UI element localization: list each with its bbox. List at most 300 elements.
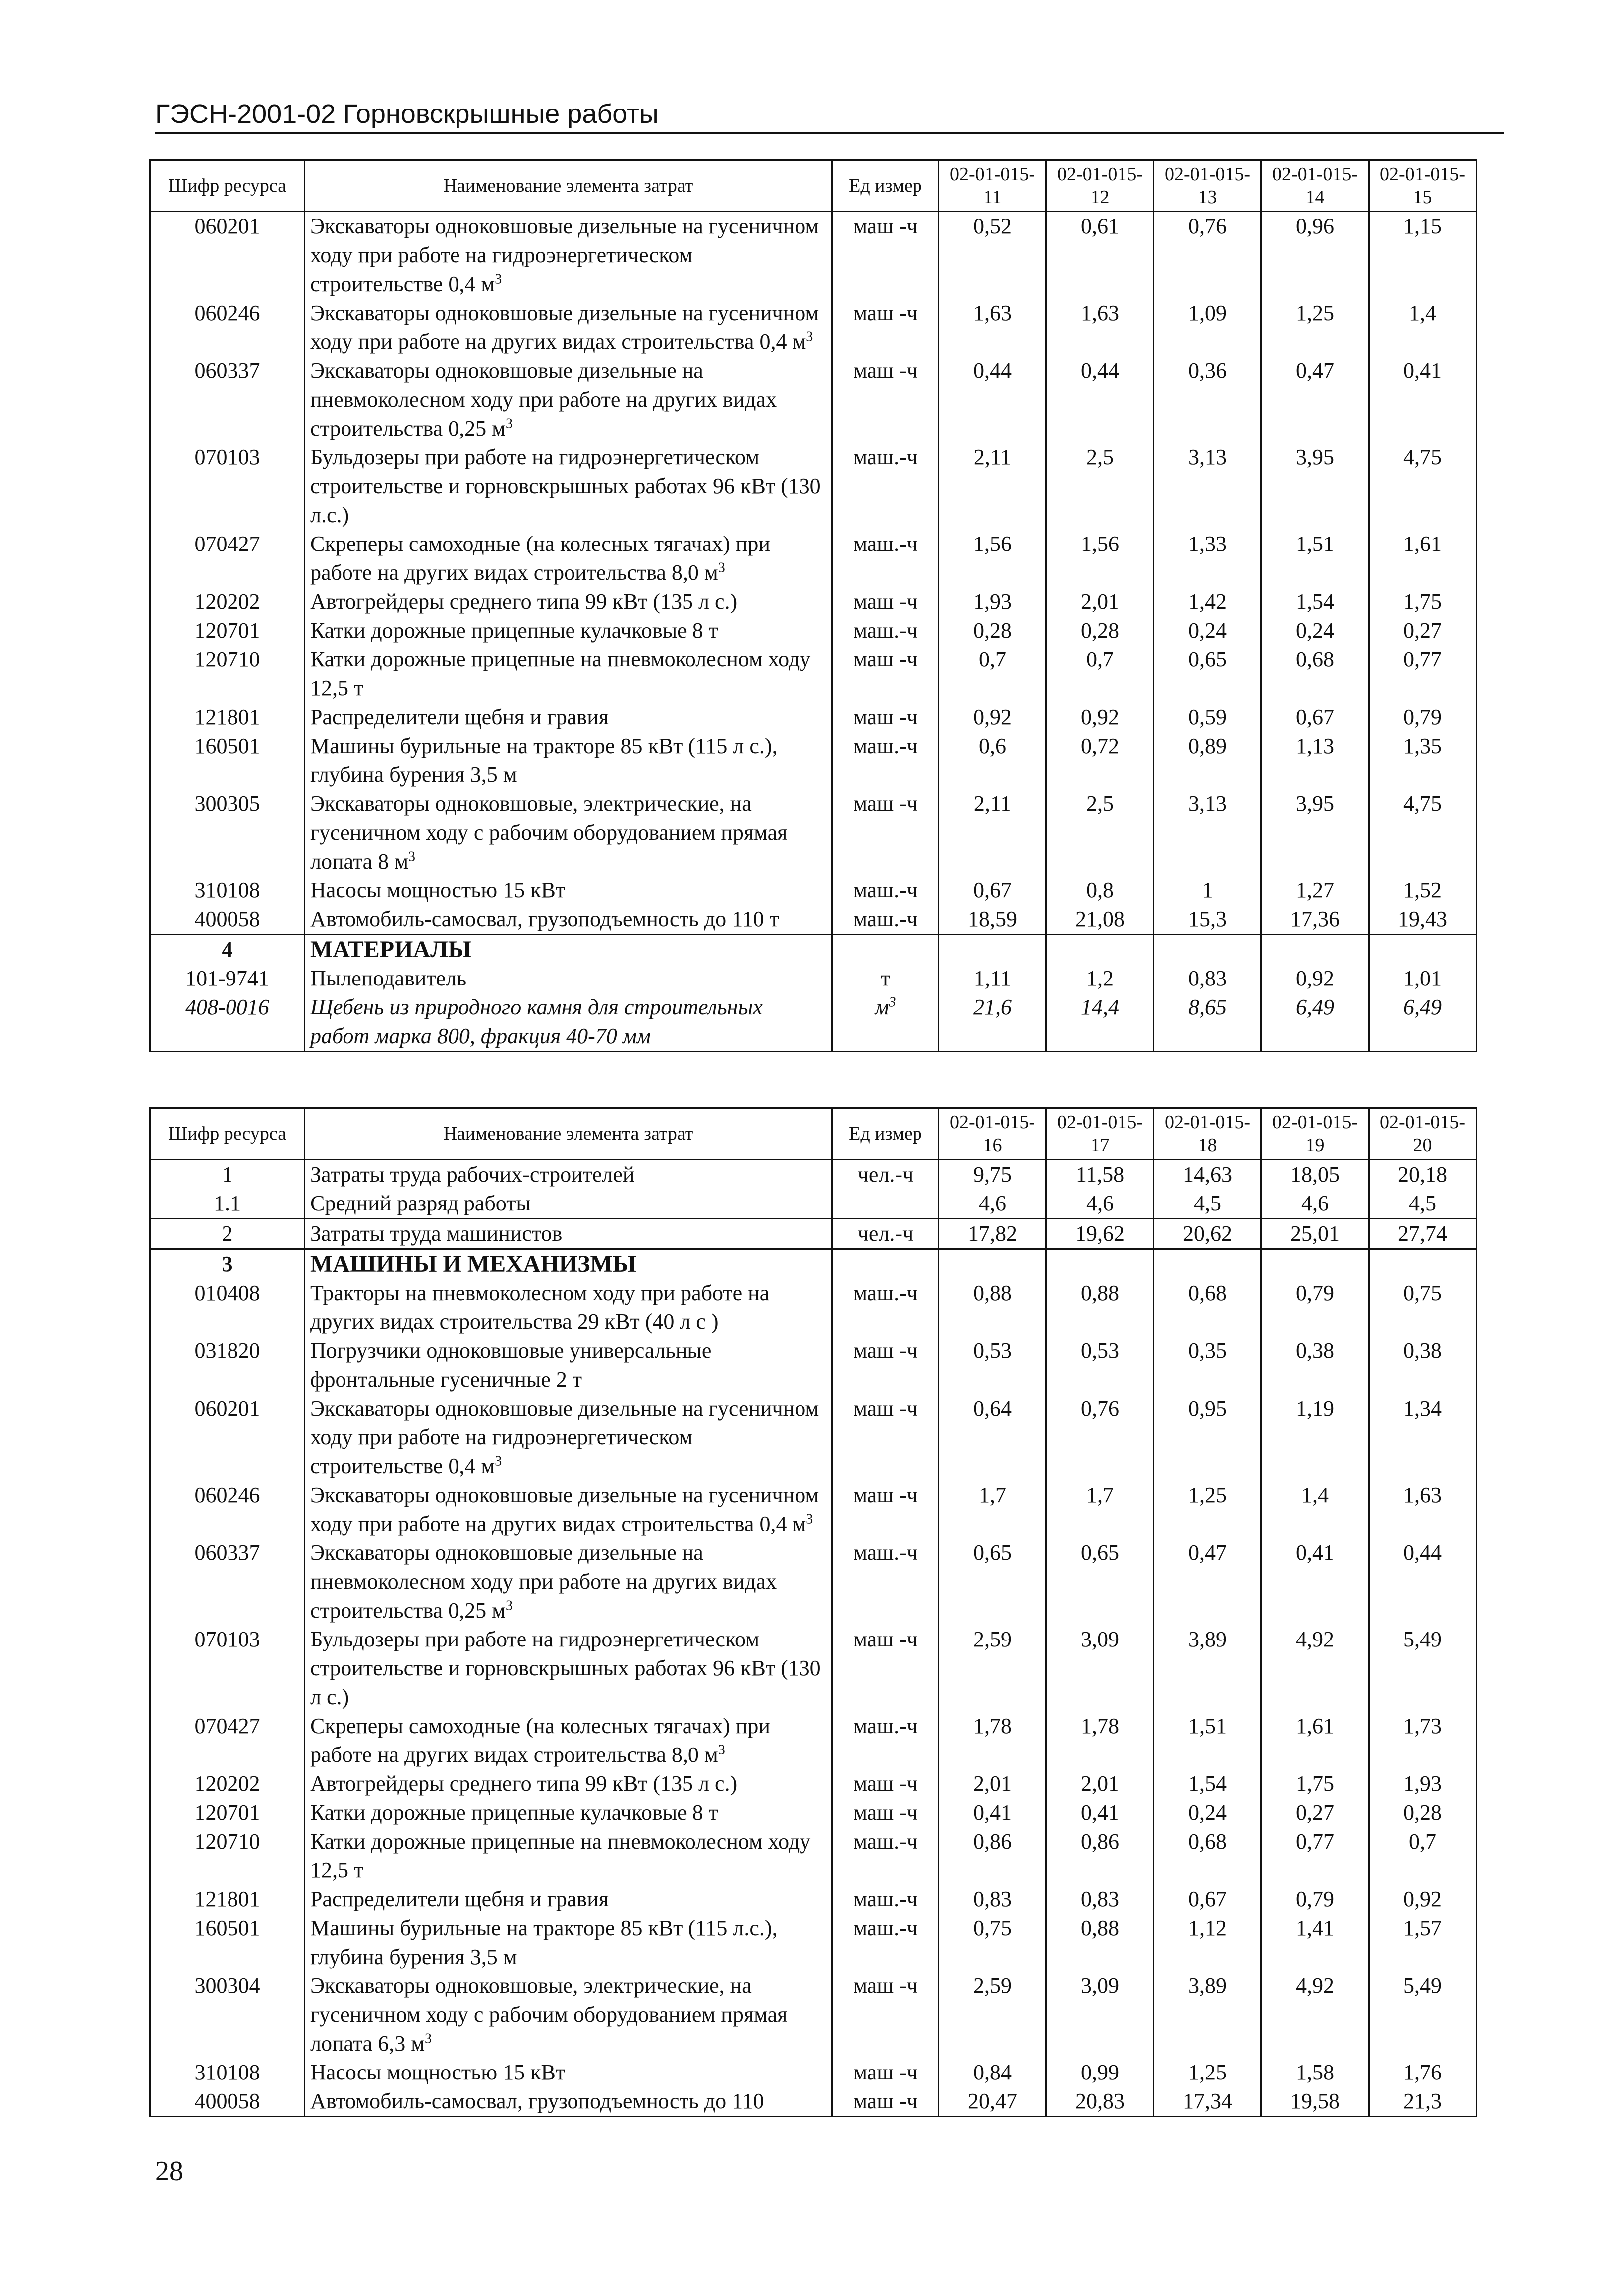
norm-value: 0,79 (1261, 1885, 1369, 1914)
resource-code: 160501 (150, 732, 305, 789)
column-header-norm: 02-01-015-17 (1046, 1108, 1154, 1160)
norm-value: 0,88 (1046, 1279, 1154, 1336)
norm-value: 2,11 (939, 789, 1046, 876)
unit-of-measure (832, 2087, 939, 2117)
cost-element-name (305, 789, 832, 876)
cost-element-text: Экскаваторы одноковшовые дизельные на пневмоколесном ходу при работе на других видах строительства 0,25 м (310, 358, 777, 440)
norm-value: 15,3 (1154, 905, 1261, 935)
column-header-unit: Ед измер (832, 160, 939, 212)
norm-value: 1,93 (939, 587, 1046, 616)
table-row (150, 905, 1477, 935)
norm-value: 0,8 (1046, 876, 1154, 905)
unit-text: маш.-ч (853, 1829, 917, 1854)
norm-value: 4,75 (1369, 443, 1477, 530)
norm-value: 0,27 (1369, 616, 1477, 645)
norm-value: 0,68 (1154, 1279, 1261, 1336)
table-row (150, 1769, 1477, 1798)
resource-code: 060201 (150, 1394, 305, 1481)
resource-code: 160501 (150, 1914, 305, 1971)
norm-value: 0,38 (1369, 1336, 1477, 1394)
norm-value: 0,86 (1046, 1827, 1154, 1885)
unit-of-measure (832, 1625, 939, 1712)
unit-superscript: 3 (505, 1598, 513, 1614)
norm-value: 0,7 (939, 645, 1046, 703)
norm-value: 2,11 (939, 443, 1046, 530)
section-row (150, 1249, 1477, 1279)
table-row (150, 1827, 1477, 1885)
resource-code: 2 (150, 1219, 305, 1249)
unit-of-measure (832, 299, 939, 356)
resource-code: 060337 (150, 1538, 305, 1625)
norm-value: 0,27 (1261, 1798, 1369, 1827)
unit-of-measure (832, 645, 939, 703)
unit-text: маш.-ч (853, 1887, 917, 1911)
norm-value: 21,3 (1369, 2087, 1477, 2117)
unit-superscript: 3 (806, 1511, 813, 1527)
norm-value: 0,65 (1046, 1538, 1154, 1625)
norm-value: 0,88 (1046, 1914, 1154, 1971)
cost-element-text: Машины бурильные на тракторе 85 кВт (115 л с.), глубина бурения 3,5 м (310, 734, 778, 787)
column-header-norm: 02-01-015-18 (1154, 1108, 1261, 1160)
norm-value (1261, 935, 1369, 965)
norm-value: 0,67 (1261, 703, 1369, 732)
cost-element-text: Автогрейдеры среднего типа 99 кВт (135 л с.) (310, 1771, 738, 1796)
norm-value: 0,64 (939, 1394, 1046, 1481)
table-row (150, 616, 1477, 645)
norm-value: 0,28 (1046, 616, 1154, 645)
norm-value: 3,09 (1046, 1971, 1154, 2058)
resource-table-2 (149, 1107, 1477, 2117)
table-row (150, 1219, 1477, 1249)
cost-element-name (305, 1538, 832, 1625)
unit-superscript: 3 (718, 560, 725, 576)
unit-superscript: 3 (425, 2031, 432, 2047)
norm-value: 0,28 (1369, 1798, 1477, 1827)
norm-value: 0,53 (939, 1336, 1046, 1394)
norm-value: 1,2 (1046, 964, 1154, 993)
norm-value: 0,75 (1369, 1279, 1477, 1336)
unit-text: маш -ч (853, 589, 917, 614)
unit-text: чел.-ч (857, 1162, 914, 1187)
norm-value: 1,4 (1261, 1481, 1369, 1538)
cost-element-text: Катки дорожные прицепные на пневмоколесном ходу 12,5 т (310, 1829, 811, 1882)
cost-element-text: Экскаваторы одноковшовые дизельные на пневмоколесном ходу при работе на других видах строительства 0,25 м (310, 1540, 777, 1623)
unit-superscript: 3 (889, 994, 896, 1010)
norm-value: 1,63 (939, 299, 1046, 356)
norm-value: 1,78 (1046, 1712, 1154, 1769)
unit-of-measure (832, 905, 939, 935)
cost-element-text: Щебень из природного камня для строительных работ марка 800, фракция 40-70 мм (310, 995, 763, 1048)
table-body (150, 1160, 1477, 2117)
norm-value: 0,72 (1046, 732, 1154, 789)
norm-value: 1,54 (1154, 1769, 1261, 1798)
cost-element-text: Экскаваторы одноковшовые, электрические, на гусеничном ходу с рабочим оборудованием прямая лопата 6,3 м (310, 1973, 788, 2056)
norm-value (1261, 1249, 1369, 1279)
cost-element-name (305, 935, 832, 965)
norm-value: 2,01 (939, 1769, 1046, 1798)
cost-element-text: Скреперы самоходные (на колесных тягачах) при работе на других видах строительства 8,0 м (310, 1714, 770, 1767)
resource-code: 120701 (150, 1798, 305, 1827)
cost-element-name (305, 876, 832, 905)
norm-value: 0,86 (939, 1827, 1046, 1885)
cost-element-name (305, 530, 832, 587)
cost-element-text: Катки дорожные прицепные на пневмоколесном ходу 12,5 т (310, 647, 811, 700)
norm-value: 2,59 (939, 1971, 1046, 2058)
unit-of-measure (832, 964, 939, 993)
unit-text: маш -ч (853, 1338, 917, 1363)
cost-element-text: Экскаваторы одноковшовые дизельные на гусеничном ходу при работе на других видах строительства 0,4 м (310, 1483, 819, 1536)
unit-superscript: 3 (495, 271, 502, 287)
norm-value: 4,5 (1154, 1189, 1261, 1219)
resource-code: 120202 (150, 587, 305, 616)
norm-value: 17,82 (939, 1219, 1046, 1249)
table-row (150, 993, 1477, 1052)
unit-of-measure (832, 443, 939, 530)
cost-element-text: Скреперы самоходные (на колесных тягачах) при работе на других видах строительства 8,0 м (310, 532, 770, 585)
resource-code: 060201 (150, 212, 305, 299)
norm-value: 0,88 (939, 1279, 1046, 1336)
norm-value: 1,63 (1369, 1481, 1477, 1538)
cost-element-text: Машины бурильные на тракторе 85 кВт (115 л.с.), глубина бурения 3,5 м (310, 1916, 778, 1969)
unit-of-measure (832, 1249, 939, 1279)
cost-element-text: Затраты труда машинистов (310, 1221, 563, 1246)
norm-value: 1,75 (1261, 1769, 1369, 1798)
norm-value: 0,83 (1046, 1885, 1154, 1914)
unit-superscript: 3 (505, 416, 513, 432)
norm-value: 1,58 (1261, 2058, 1369, 2087)
cost-element-text: Экскаваторы одноковшовые дизельные на гусеничном ходу при работе на гидроэнергетическом строительстве 0,4 м (310, 1396, 819, 1478)
cost-element-name (305, 1914, 832, 1971)
norm-value: 0,68 (1261, 645, 1369, 703)
unit-text: маш.-ч (853, 1714, 917, 1738)
norm-value: 0,77 (1261, 1827, 1369, 1885)
cost-element-name (305, 299, 832, 356)
unit-superscript: 3 (495, 1453, 502, 1469)
norm-value: 0,35 (1154, 1336, 1261, 1394)
resource-code: 310108 (150, 2058, 305, 2087)
cost-element-text: Пылеподавитель (310, 966, 467, 990)
unit-text: маш -ч (853, 1973, 917, 1998)
norm-value: 0,24 (1154, 1798, 1261, 1827)
cost-element-name (305, 2087, 832, 2117)
unit-of-measure (832, 356, 939, 443)
norm-value: 1,35 (1369, 732, 1477, 789)
norm-value: 0,92 (1046, 703, 1154, 732)
norm-value: 3,09 (1046, 1625, 1154, 1712)
norm-value: 0,7 (1046, 645, 1154, 703)
unit-text: маш -ч (853, 214, 917, 238)
norm-value (1369, 1249, 1477, 1279)
norm-value: 1,56 (1046, 530, 1154, 587)
norm-value: 1,25 (1154, 1481, 1261, 1538)
norm-value: 0,67 (939, 876, 1046, 905)
cost-element-name (305, 587, 832, 616)
table-row (150, 703, 1477, 732)
table-header-row (150, 160, 1477, 212)
norm-value: 0,47 (1261, 356, 1369, 443)
cost-element-text: Катки дорожные прицепные кулачковые 8 т (310, 618, 718, 643)
unit-text: маш -ч (853, 1483, 917, 1507)
document-title: ГЭСН-2001-02 Горновскрышные работы (155, 99, 659, 129)
norm-value: 20,47 (939, 2087, 1046, 2117)
cost-element-name (305, 356, 832, 443)
norm-value: 0,79 (1369, 703, 1477, 732)
resource-code: 1 (150, 1160, 305, 1190)
resource-code: 060337 (150, 356, 305, 443)
table-header-row (150, 1108, 1477, 1160)
norm-value: 1,78 (939, 1712, 1046, 1769)
norm-value: 1,42 (1154, 587, 1261, 616)
norm-value: 1,41 (1261, 1914, 1369, 1971)
norm-value: 0,28 (939, 616, 1046, 645)
cost-element-text: Распределители щебня и гравия (310, 1887, 609, 1911)
unit-of-measure (832, 1769, 939, 1798)
norm-value: 1,75 (1369, 587, 1477, 616)
unit-text: чел.-ч (857, 1221, 914, 1246)
norm-value: 4,6 (939, 1189, 1046, 1219)
norm-value (1046, 935, 1154, 965)
norm-value: 19,43 (1369, 905, 1477, 935)
resource-code: 408-0016 (150, 993, 305, 1052)
norm-value: 19,58 (1261, 2087, 1369, 2117)
norm-value: 4,92 (1261, 1971, 1369, 2058)
cost-element-name (305, 2058, 832, 2087)
unit-of-measure (832, 212, 939, 299)
table-row (150, 1885, 1477, 1914)
unit-text: т (880, 966, 891, 990)
cost-element-name (305, 732, 832, 789)
table-row (150, 299, 1477, 356)
unit-of-measure (832, 1279, 939, 1336)
cost-element-name (305, 905, 832, 935)
norm-value: 4,6 (1046, 1189, 1154, 1219)
norm-value: 1,27 (1261, 876, 1369, 905)
resource-code: 310108 (150, 876, 305, 905)
norm-value: 1,52 (1369, 876, 1477, 905)
unit-of-measure (832, 1189, 939, 1219)
table-row (150, 1279, 1477, 1336)
norm-value: 1 (1154, 876, 1261, 905)
unit-text: маш.-ч (853, 1916, 917, 1940)
norm-value: 1,61 (1369, 530, 1477, 587)
page-header (155, 99, 1504, 134)
norm-value: 1,34 (1369, 1394, 1477, 1481)
table-row (150, 356, 1477, 443)
norm-value: 1,56 (939, 530, 1046, 587)
norm-value (1154, 1249, 1261, 1279)
column-header-norm: 02-01-015-13 (1154, 160, 1261, 212)
norm-value: 1,51 (1261, 530, 1369, 587)
cost-element-text: Затраты труда рабочих-строителей (310, 1162, 635, 1187)
cost-element-text: Экскаваторы одноковшовые, электрические, на гусеничном ходу с рабочим оборудованием прямая лопата 8 м (310, 791, 788, 874)
norm-value: 1,19 (1261, 1394, 1369, 1481)
norm-value: 0,24 (1261, 616, 1369, 645)
section-row (150, 935, 1477, 965)
norm-value: 1,7 (1046, 1481, 1154, 1538)
cost-element-name (305, 616, 832, 645)
cost-element-text: Средний разряд работы (310, 1191, 531, 1215)
table-row (150, 530, 1477, 587)
norm-value: 0,38 (1261, 1336, 1369, 1394)
table-row (150, 212, 1477, 299)
table-row (150, 732, 1477, 789)
norm-value: 20,18 (1369, 1160, 1477, 1190)
norm-value: 17,34 (1154, 2087, 1261, 2117)
cost-element-name (305, 1971, 832, 2058)
norm-value: 0,68 (1154, 1827, 1261, 1885)
unit-text: маш.-ч (853, 532, 917, 556)
norm-value: 0,41 (1046, 1798, 1154, 1827)
unit-of-measure (832, 993, 939, 1052)
cost-element-text: Бульдозеры при работе на гидроэнергетическом строительстве и горновскрышных работах 96 кВт (130 л с.) (310, 1627, 821, 1709)
cost-element-name (305, 1827, 832, 1885)
norm-value: 3,89 (1154, 1971, 1261, 2058)
norm-value: 0,76 (1154, 212, 1261, 299)
resource-code: 300305 (150, 789, 305, 876)
norm-value: 21,6 (939, 993, 1046, 1052)
column-header-name: Наименование элемента затрат (305, 160, 832, 212)
norm-value: 0,84 (939, 2058, 1046, 2087)
table-row (150, 1538, 1477, 1625)
column-header-norm: 02-01-015-14 (1261, 160, 1369, 212)
unit-superscript: 3 (806, 329, 813, 345)
norm-value: 27,74 (1369, 1219, 1477, 1249)
column-header-norm: 02-01-015-20 (1369, 1108, 1477, 1160)
norm-value: 3,95 (1261, 443, 1369, 530)
cost-element-name (305, 1189, 832, 1219)
unit-of-measure (832, 732, 939, 789)
table-row (150, 1336, 1477, 1394)
unit-of-measure (832, 2058, 939, 2087)
norm-value: 1,57 (1369, 1914, 1477, 1971)
resource-code: 120202 (150, 1769, 305, 1798)
cost-element-name (305, 1712, 832, 1769)
norm-value (939, 1249, 1046, 1279)
norm-value: 0,65 (939, 1538, 1046, 1625)
resource-code: 121801 (150, 703, 305, 732)
norm-value: 0,77 (1369, 645, 1477, 703)
cost-element-name (305, 1798, 832, 1827)
table-row (150, 1160, 1477, 1190)
resource-code: 1.1 (150, 1189, 305, 1219)
column-header-norm: 02-01-015-12 (1046, 160, 1154, 212)
cost-element-text: Насосы мощностью 15 кВт (310, 2060, 566, 2084)
column-header-unit: Ед измер (832, 1108, 939, 1160)
norm-value: 0,44 (939, 356, 1046, 443)
unit-text: маш -ч (853, 358, 917, 383)
norm-value: 5,49 (1369, 1971, 1477, 2058)
norm-value: 1,76 (1369, 2058, 1477, 2087)
unit-of-measure (832, 1219, 939, 1249)
column-header-norm: 02-01-015-16 (939, 1108, 1046, 1160)
unit-text: маш -ч (853, 1396, 917, 1421)
norm-value: 2,01 (1046, 1769, 1154, 1798)
norm-value: 3,89 (1154, 1625, 1261, 1712)
unit-text: маш -ч (853, 647, 917, 671)
table-row (150, 587, 1477, 616)
norm-value: 3,95 (1261, 789, 1369, 876)
unit-text: маш.-ч (853, 445, 917, 469)
norm-value: 2,5 (1046, 789, 1154, 876)
table-row (150, 1625, 1477, 1712)
norm-value: 0,92 (1369, 1885, 1477, 1914)
unit-text: маш.-ч (853, 1540, 917, 1565)
norm-value: 0,76 (1046, 1394, 1154, 1481)
cost-element-text: Бульдозеры при работе на гидроэнергетическом строительстве и горновскрышных работах 96 кВт (130 л.с.) (310, 445, 821, 527)
norm-value: 0,92 (939, 703, 1046, 732)
norm-value: 1,93 (1369, 1769, 1477, 1798)
cost-element-text: Погрузчики одноковшовые универсальные фронтальные гусеничные 2 т (310, 1338, 712, 1392)
norm-value: 0,36 (1154, 356, 1261, 443)
norm-value: 0,96 (1261, 212, 1369, 299)
norm-value: 1,15 (1369, 212, 1477, 299)
table-row (150, 1394, 1477, 1481)
cost-element-text: Экскаваторы одноковшовые дизельные на гусеничном ходу при работе на других видах строительства 0,4 м (310, 301, 819, 354)
norm-value (1046, 1249, 1154, 1279)
norm-value: 0,83 (1154, 964, 1261, 993)
table-row (150, 2058, 1477, 2087)
table-row (150, 1971, 1477, 2058)
table-row (150, 964, 1477, 993)
unit-text: м (875, 995, 889, 1019)
norm-value: 4,75 (1369, 789, 1477, 876)
norm-value: 0,83 (939, 1885, 1046, 1914)
resource-code: 121801 (150, 1885, 305, 1914)
norm-value: 1,4 (1369, 299, 1477, 356)
norm-value: 14,4 (1046, 993, 1154, 1052)
norm-value: 6,49 (1261, 993, 1369, 1052)
resource-code: 400058 (150, 905, 305, 935)
resource-code: 300304 (150, 1971, 305, 2058)
norm-value: 0,65 (1154, 645, 1261, 703)
cost-element-text: Автогрейдеры среднего типа 99 кВт (135 л с.) (310, 589, 738, 614)
norm-value: 0,6 (939, 732, 1046, 789)
cost-element-text: Катки дорожные прицепные кулачковые 8 т (310, 1800, 718, 1825)
norm-value: 20,62 (1154, 1219, 1261, 1249)
norm-value: 1,25 (1154, 2058, 1261, 2087)
resource-code: 070103 (150, 443, 305, 530)
table-body (150, 212, 1477, 1052)
norm-value: 4,6 (1261, 1189, 1369, 1219)
resource-code: 120701 (150, 616, 305, 645)
unit-text: маш.-ч (853, 618, 917, 643)
unit-of-measure (832, 587, 939, 616)
unit-superscript: 3 (408, 849, 416, 865)
resource-code: 120710 (150, 645, 305, 703)
norm-value (939, 935, 1046, 965)
unit-text: маш.-ч (853, 1281, 917, 1305)
unit-of-measure (832, 1394, 939, 1481)
resource-code: 400058 (150, 2087, 305, 2117)
norm-value: 0,44 (1369, 1538, 1477, 1625)
unit-of-measure (832, 1538, 939, 1625)
table-row (150, 1798, 1477, 1827)
cost-element-name (305, 443, 832, 530)
cost-element-text: Насосы мощностью 15 кВт (310, 878, 566, 902)
unit-of-measure (832, 1798, 939, 1827)
norm-value: 0,41 (1369, 356, 1477, 443)
unit-text: маш -ч (853, 2060, 917, 2084)
unit-text: маш -ч (853, 705, 917, 729)
resource-code: 060246 (150, 299, 305, 356)
norm-value: 4,5 (1369, 1189, 1477, 1219)
norm-value: 1,13 (1261, 732, 1369, 789)
table-row (150, 1914, 1477, 1971)
unit-text: маш.-ч (853, 907, 917, 931)
norm-value: 11,58 (1046, 1160, 1154, 1190)
cost-element-name (305, 1279, 832, 1336)
resource-code: 070103 (150, 1625, 305, 1712)
